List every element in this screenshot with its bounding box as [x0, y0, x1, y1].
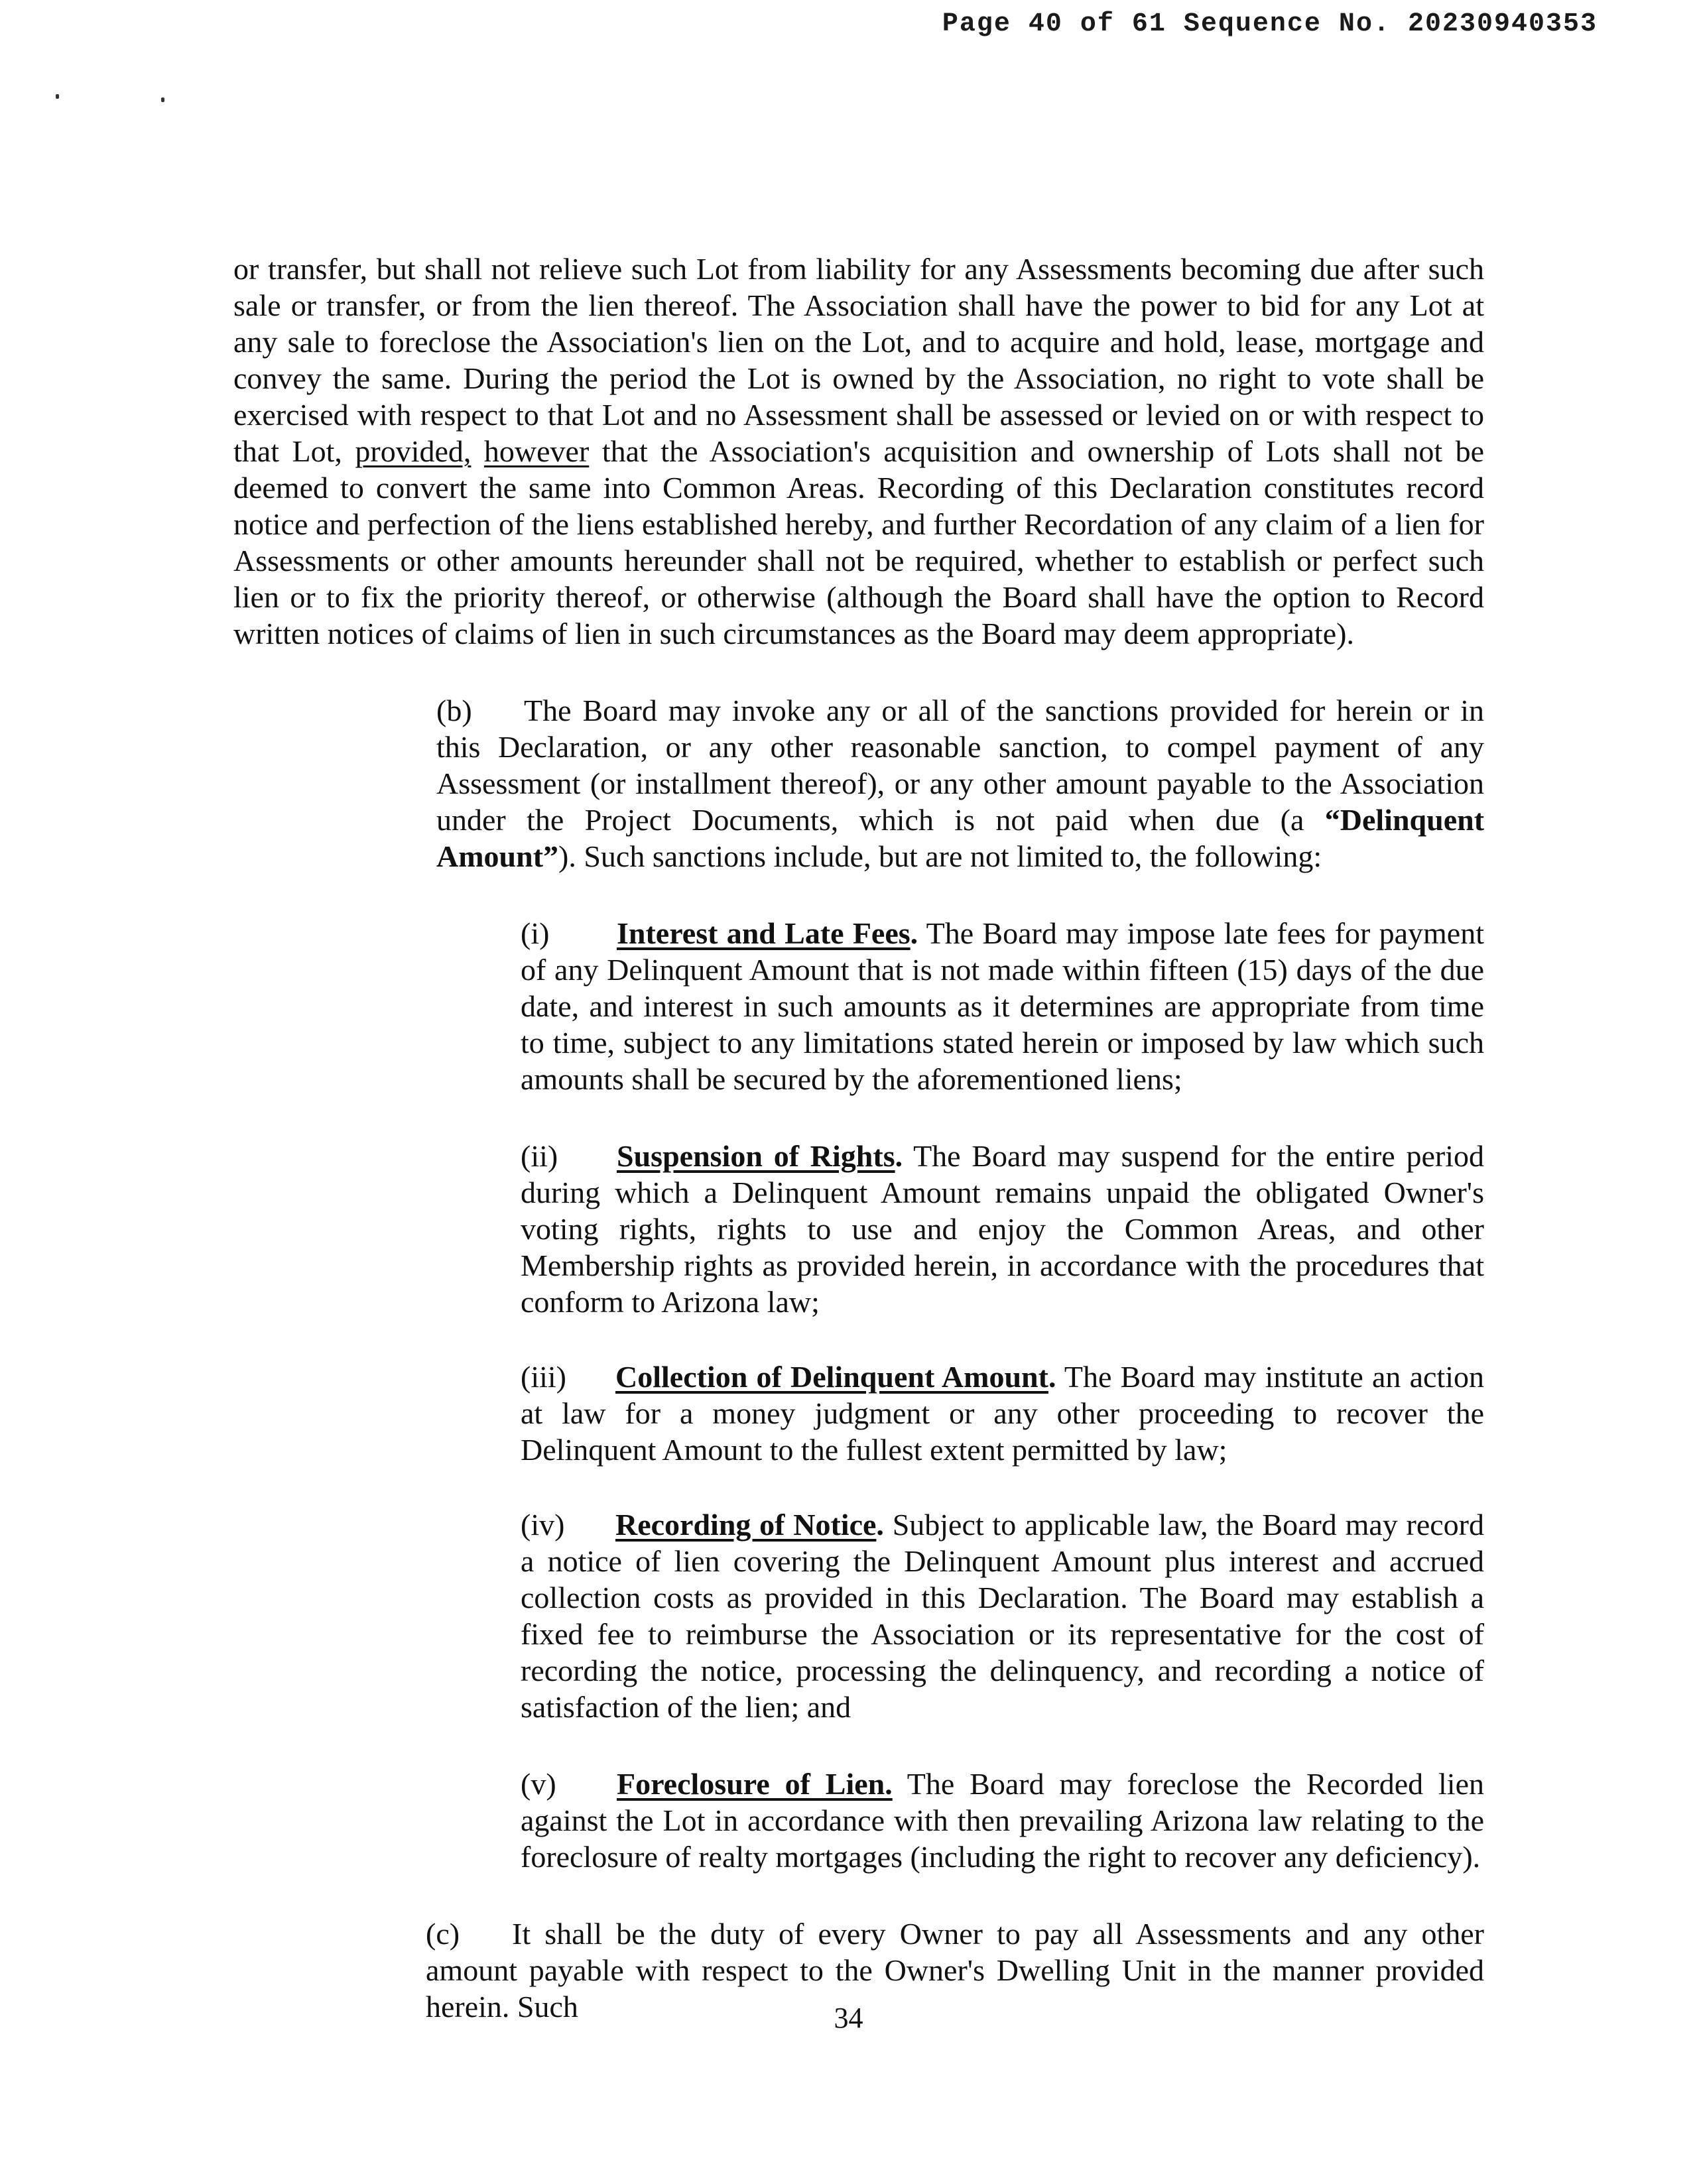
item-heading: Suspension of Rights: [617, 1139, 895, 1173]
defined-term: “Delinquent Amount”: [436, 803, 1485, 873]
sanction-item-suspension: (ii) Suspension of Rights. The Board may suspend for the entire period during which a Delinquent Amount remains unpaid the obligated Owner's voting rights, rights to use and enjoy the Common Areas, and other Membership rights as provided herein, in accordance with the procedures that conform to Arizona law;: [521, 1139, 1484, 1319]
item-marker: (iv): [521, 1508, 565, 1542]
sanction-item-interest: (i) Interest and Late Fees. The Board may impose late fees for payment of any Delinquent Amount that is not made within fifteen (15) days of the due date, and interest in such amounts as it determines are appropriate from time to time, subject to any limitations stated herein or imposed by law which such amounts shall be secured by the aforementioned liens;: [521, 916, 1485, 1096]
item-marker: (iii): [521, 1360, 566, 1394]
recording-stamp: Page 40 of 61 Sequence No. 20230940353: [942, 9, 1598, 39]
sanction-item-foreclosure: (v) Foreclosure of Lien. The Board may foreclose the Recorded lien against the Lot in accordance with then prevailing Arizona law relating to the foreclosure of realty mortgages (including the right to recover any deficiency).: [521, 1767, 1485, 1874]
sanction-item-collection: (iii) Collection of Delinquent Amount. The Board may institute an action at law for a money judgment or any other proceeding to recover the Delinquent Amount to the fullest extent permitted by law;: [521, 1360, 1484, 1467]
item-marker: (v): [521, 1767, 556, 1801]
item-heading: Recording of Notice: [615, 1508, 877, 1542]
item-marker: (i): [521, 916, 550, 950]
paragraph-c: (c) It shall be the duty of every Owner to pay all Assessments and any other amount payable with respect to the Owner's Dwelling Unit in the manner provided herein. Such: [426, 1917, 1484, 2024]
paragraph-marker: (c): [426, 1917, 460, 1951]
sanction-item-recording: (iv) Recording of Notice. Subject to applicable law, the Board may record a notice of lien covering the Delinquent Amount plus interest and accrued collection costs as provided in this Declaration. The Board may establish a fixed fee to reimburse the Association or its representative for the cost of recording the notice, processing the delinquency, and recording a notice of satisfaction of the lien; and: [521, 1508, 1485, 1724]
item-heading: Interest and Late Fees: [617, 916, 911, 950]
scan-speck: [56, 94, 59, 99]
term-provided: provided,: [355, 434, 471, 468]
item-heading: Foreclosure of Lien.: [617, 1767, 893, 1801]
term-however: however: [483, 434, 590, 468]
page-number: 34: [834, 2002, 863, 2034]
paragraph-b: (b) The Board may invoke any or all of the sanctions provided for herein or in this Declaration, or any other reasonable sanction, to compel payment of any Assessment (or installment thereof), or any other amount payable to the Association under the Project Documents, which is not paid when due (a “Delinquent Amount”). Such sanctions include, but are not limited to, the following:: [436, 694, 1485, 873]
item-marker: (ii): [521, 1139, 558, 1173]
paragraph-a-continued: or transfer, but shall not relieve such Lot from liability for any Assessments becoming due after such sale or transfer, or from the lien thereof. The Association shall have the power to bid for any Lot at any sale to foreclose the Association's lien on the Lot, and to acquire and hold, lease, mortgage and convey the same. During the period the Lot is owned by the Association, no right to vote shall be exercised with respect to that Lot and no Assessment shall be assessed or levied on or with respect to that Lot, provided, however that the Association's acquisition and ownership of Lots shall not be deemed to convert the same into Common Areas. Recording of this Declaration constitutes record notice and perfection of the liens established hereby, and further Recordation of any claim of a lien for Assessments or other amounts hereunder shall not be required, whether to establish or perfect such lien or to fix the priority thereof, or otherwise (although the Board shall have the option to Record written notices of claims of lien in such circumstances as the Board may deem appropriate).: [233, 252, 1485, 650]
document-body: [233, 251, 1484, 2025]
paragraph-marker: (b): [436, 694, 472, 727]
scan-speck: [161, 97, 164, 102]
item-heading: Collection of Delinquent Amount: [615, 1360, 1048, 1394]
